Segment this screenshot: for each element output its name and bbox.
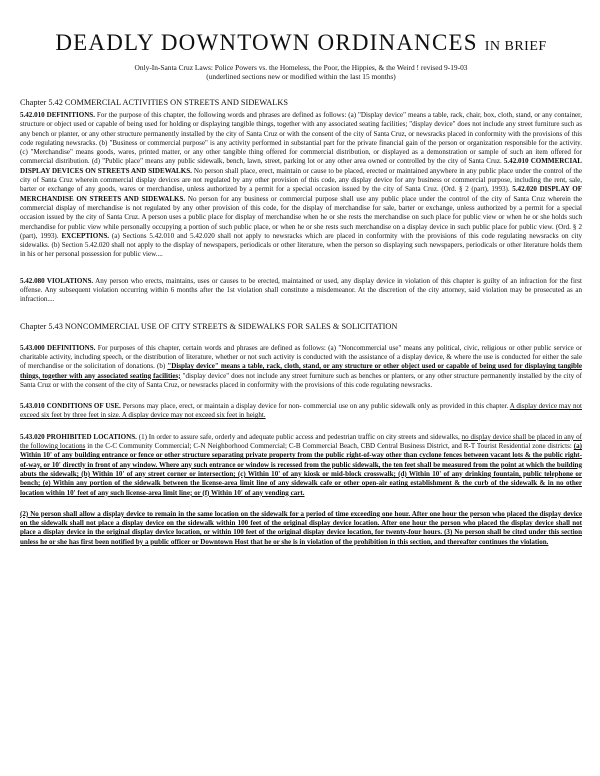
prohibited-underlined: no display device shall be placed in any of the following locations [20,432,582,451]
section-5-43-010 [20,402,582,421]
section-5-42-010b-text: No person shall place, erect, maintain or cause to be placed, erected or maintained anywhere in any public place under the control of the city of Santa Cruz wherein commercial display devices are not regulated by any other provision of this code, any display device for any business or commercial purpose, including the rent, sale, barter or exchange of any goods, wares or merchandise, unless authorized by a permit for a special occasion issued by the city of Santa Cruz. (Ord. § 2 (part), 1993). [20,166,582,194]
conditions-text: Persons may place, erect, or maintain a display device for non- commercial use on any public sidewalk only as provided in this chapter. [120,402,510,411]
definitions-text-end: "display device" does not include any street furniture such as benches or planters, or any other structure permanently installed by the city of Santa Cruz or with the consent of the city of Santa Cruz, or newsracks placed in conformity with the provisions of this code regulating newsracks. [20,371,582,389]
title-main: DEADLY DOWNTOWN ORDINANCES [55,30,478,55]
prohibited-text: (1) In order to assure safe, orderly and adequate public access and pedestrian traffic on city streets and sidewalks, [136,432,462,441]
section-5-43-020-2 [20,510,582,547]
section-5-43-020 [20,433,582,498]
one-hour-rule: (2) No person shall allow a display device to remain in the same location on the sidewalk for a period of time exceeding one hour. After one hour the person who placed the display device on the sidewalk shall not place a display device on the sidewalk within 100 feet of the original display device location. After one hour the person who placed the display device shall not place a display device in the original display device location, or within 100 feet of the original display device location, for twenty-four hours. (3) No person shall be cited under this section unless he or she has first been notified by a public officer or Downtown Host that he or she is in violation of the prohibition in this section, and thereafter continues the violation. [20,509,582,546]
section-5-42-020-title: 5.42.020 DISPLAY OF MERCHANDISE ON STREETS AND SIDEWALKS. [20,185,583,203]
prohibited-text-2: in the C-C Community Commercial; C-N Neighborhood Commercial; C-B Commercial Beach, CBD Central Business District, and R-T Tourist Residential zone districts: [85,442,574,451]
prohibited-locations-list: (a) Within 10' of any building entrance or fence or other structure separating private property from the public right-of-way other than cyclone fences between vacant lots & the public right-of-way, or 10' directly in front of any window. Where any such entrance or window is recessed from the public sidewalk, the ten feet shall be measured from the point at which the building abuts the sidewalk; (b) Within 10' of any street corner or intersection; (c) Within 10' of any kiosk or mid-block crosswalk; (d) Within 10' of any drinking fountain, public telephone or bench; (e) Within any portion of the sidewalk between the license-area limit line of any sidewalk cafe or other open-air eating establishment & the curb of the sidewalk & in no other location within 10' feet of any such license-area limit line; or (f) Within 10' of any vending cart. [20,442,582,497]
definitions-title: 5.43.000 DEFINITIONS. [20,343,96,352]
conditions-underlined: A display device may not exceed six feet by three feet in size. A display device may not exceed six feet in height. [20,402,582,420]
definitions-text: For purposes of this chapter, certain words and phrases are defined as follows: (a) "Noncommercial use" means any political, civic, religious or other public service or charitable activity, including speech, or the distribution of literature, whether or not such activity is conducted with the assistance of a display device, & where the use is conducted for either the sale of merchandise or the solicitation of donations. (b) [20,343,582,371]
chapter-5-42-body [20,111,582,260]
document-title [20,30,582,60]
violations-title: 5.42.080 VIOLATIONS. [20,276,94,285]
section-5-42-010-text: For the purpose of this chapter, the following words and phrases are defined as follows: (a) "Display device" means a table, rack, chair, box, cloth, stand, or any container, structure or object used or capable of being used for holding or displaying tangible things, together with any associated seating facilities; "display device" does not include any street furniture such as any bench or planter, or any other structure permanently installed by the city of Santa Cruz or with the consent of the city of Santa Cruz, or newsracks placed in conformity with the provisions of this code regulating newsracks. (b) "Business or commercial purpose" is any activity performed in substantial part for the private financial gain of the person or organization responsible for the activity. (c) "Merchandise" means goods, wares, printed matter, or any other tangible thing offered for commercial distribution, or displayed as a demonstration or sample of such an item offered for commercial distribution. (d) "Public place" means any public sidewalk, bench, lawn, street, parking lot or any other area owned or controlled by the city of Santa Cruz. [20,111,582,166]
violations-text: Any person who erects, maintains, uses or causes to be erected, maintained or used, any display device in violation of this chapter is guilty of an infraction for the first offense. Any subsequent violation occurring within 6 months after the 1st violation shall constitute a misdemeanor. At the discretion of the city attorney, said violation may be prosecuted as an infraction.... [20,276,582,304]
section-5-42-020-text: No person for any business or commercial purpose shall use any public place under the control of the city of Santa Cruz wherein the commercial display of merchandise is not regulated by any other provision of this code, for the display of merchandise for sale, barter or exchange, unless authorized by a permit for a special occasion issued by the city of Santa Cruz. A person uses a public place for display of merchandise when he or she rests the merchandise on such place for public view or when he or she holds such merchandise for public view while personally occupying a portion of such public place, or when he or she rests such merchandise on a display device in such public place for public view. (Ord. § 2 (part), 1993). [20,194,582,240]
section-5-42-010b-title: 5.42.010 COMMERCIAL DISPLAY DEVICES ON STREETS AND SIDEWALKS. [20,157,582,175]
title-suffix: IN BRIEF [484,39,547,54]
subtitle-line-2: (underlined sections new or modified within the last 15 months) [206,72,396,81]
chapter-5-42-heading: Chapter 5.42 COMMERCIAL ACTIVITIES ON STREETS AND SIDEWALKS [20,98,288,107]
exceptions-text: (a) Sections 5.42.010 and 5.42.020 shall not apply to newsracks which are placed in conformity with the provisions of this code regulating newsracks on city sidewalks. (b) Section 5.42.020 shall not apply to the display of newspapers, periodicals or other literature, when the person so displaying such newspapers, periodicals or other literature holds them in his or her personal possession for public view.... [20,231,583,259]
display-device-definition: "Display device" means a table, rack, cloth, stand, or any structure or other object used or capable of being used for displaying tangible things, together with any associated seating facilities; [20,362,582,380]
chapter-5-43-heading: Chapter 5.43 NONCOMMERCIAL USE OF CITY STREETS & SIDEWALKS FOR SALES & SOLICITATION [20,321,398,331]
subtitle [20,63,582,81]
subtitle-line-1: Only-In-Santa Cruz Laws: Police Powers vs. the Homeless, the Poor, the Hippies, & the Weird ! revised 9-19-03 [134,63,468,72]
conditions-title: 5.43.010 CONDITIONS OF USE. [20,402,121,411]
prohibited-title: 5.43.020 PROHIBITED LOCATIONS. [20,432,137,441]
exceptions-title: EXCEPTIONS. [61,231,110,240]
section-5-43-000 [20,344,582,390]
section-5-42-010-title: 5.42.010 DEFINITIONS. [20,111,95,119]
section-5-42-080 [20,277,582,305]
